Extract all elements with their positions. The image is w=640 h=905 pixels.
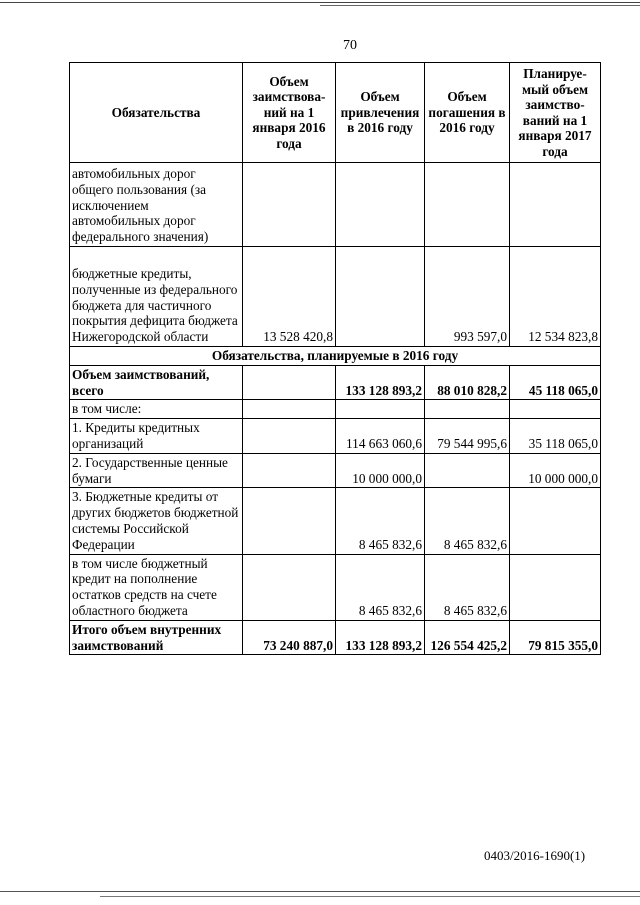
header-attraction: Объем привлечения в 2016 году	[336, 63, 425, 163]
cell-v2: 8 465 832,6	[336, 488, 425, 554]
page-number: 70	[343, 38, 357, 53]
bottom-scan-rule	[0, 888, 640, 900]
cell-v2: 8 465 832,6	[336, 554, 425, 620]
header-borrowings-end: Планируе-мый объем заимство-ваний на 1 января 2017 года	[510, 63, 601, 163]
table-row	[70, 247, 601, 347]
table-header-row	[70, 63, 601, 163]
cell-v2: 114 663 060,6	[336, 419, 425, 454]
table-row	[70, 453, 601, 488]
cell-v4	[510, 488, 601, 554]
cell-v3: 88 010 828,2	[425, 365, 510, 400]
cell-v3: 8 465 832,6	[425, 488, 510, 554]
cell-v1	[243, 365, 336, 400]
cell-v2: 10 000 000,0	[336, 453, 425, 488]
cell-v1	[243, 163, 336, 247]
cell-v1	[243, 419, 336, 454]
cell-v1	[243, 488, 336, 554]
cell-v3: 79 544 995,6	[425, 419, 510, 454]
cell-v3	[425, 453, 510, 488]
row-label: в том числе бюджетный кредит на пополнение остатков средств на счете областного бюджета	[70, 554, 243, 620]
cell-v2	[336, 163, 425, 247]
cell-v4: 10 000 000,0	[510, 453, 601, 488]
cell-v4	[510, 554, 601, 620]
table-row-grand-total	[70, 620, 601, 655]
cell-v2: 133 128 893,2	[336, 365, 425, 400]
cell-v2	[336, 247, 425, 347]
header-borrowings-start: Объем заимствова-ний на 1 января 2016 года	[243, 63, 336, 163]
section-row	[70, 347, 601, 366]
table-row	[70, 163, 601, 247]
cell-v1: 13 528 420,8	[243, 247, 336, 347]
row-label: в том числе:	[70, 400, 243, 419]
header-obligations: Обязательства	[70, 63, 243, 163]
top-scan-rule	[0, 0, 640, 8]
row-label: 1. Кредиты кредитных организаций	[70, 419, 243, 454]
section-title: Обязательства, планируемые в 2016 году	[70, 347, 601, 366]
header-repayment: Объем погашения в 2016 году	[425, 63, 510, 163]
cell-v1	[243, 554, 336, 620]
table-row	[70, 400, 601, 419]
cell-v1	[243, 400, 336, 419]
cell-v2	[336, 400, 425, 419]
cell-v4: 35 118 065,0	[510, 419, 601, 454]
cell-v1	[243, 453, 336, 488]
cell-v4	[510, 400, 601, 419]
row-label: Объем заимствований, всего	[70, 365, 243, 400]
obligations-table	[69, 62, 601, 655]
cell-v1: 73 240 887,0	[243, 620, 336, 655]
cell-v3: 126 554 425,2	[425, 620, 510, 655]
cell-v4: 45 118 065,0	[510, 365, 601, 400]
row-label: бюджетные кредиты, полученные из федерального бюджета для частичного покрытия дефицита бюджета Нижегородской области	[70, 247, 243, 347]
cell-v3: 993 597,0	[425, 247, 510, 347]
table-row	[70, 554, 601, 620]
table-row	[70, 419, 601, 454]
cell-v3	[425, 163, 510, 247]
cell-v4: 79 815 355,0	[510, 620, 601, 655]
row-label: 2. Государственные ценные бумаги	[70, 453, 243, 488]
cell-v3: 8 465 832,6	[425, 554, 510, 620]
table-row	[70, 488, 601, 554]
cell-v4: 12 534 823,8	[510, 247, 601, 347]
cell-v2: 133 128 893,2	[336, 620, 425, 655]
row-label: Итого объем внутренних заимствований	[70, 620, 243, 655]
row-label: автомобильных дорог общего пользования (за исключением автомобильных дорог федерального значения)	[70, 163, 243, 247]
table-row-total-borrowings	[70, 365, 601, 400]
cell-v4	[510, 163, 601, 247]
row-label: 3. Бюджетные кредиты от других бюджетов бюджетной системы Российской Федерации	[70, 488, 243, 554]
document-code: 0403/2016-1690(1)	[484, 848, 586, 863]
cell-v3	[425, 400, 510, 419]
